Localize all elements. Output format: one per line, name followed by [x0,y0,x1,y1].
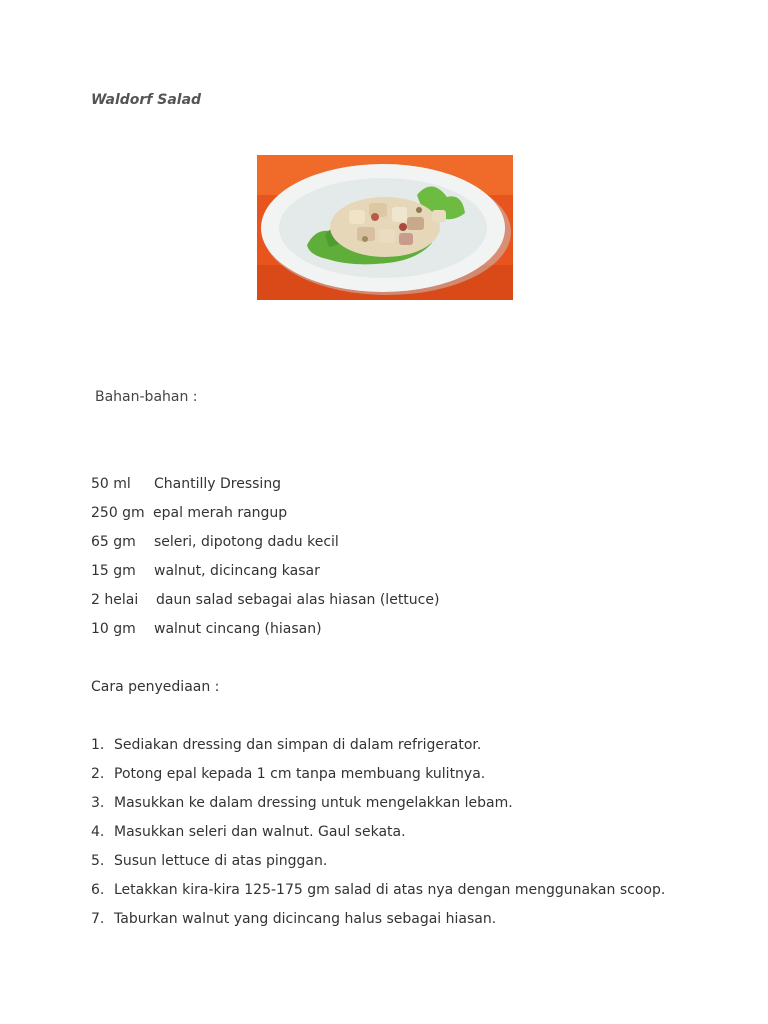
salad-photo [257,155,513,300]
ingredient-item [91,563,320,579]
step-number: 6. [91,882,105,898]
step-text: Sediakan dressing dan simpan di dalam refrigerator. [114,737,482,753]
method-step [91,737,481,753]
ingredient-name: walnut cincang (hiasan) [154,621,322,637]
method-step [91,882,665,898]
step-text: Taburkan walnut yang dicincang halus sebagai hiasan. [114,911,497,927]
ingredient-name: daun salad sebagai alas hiasan (lettuce) [156,592,440,608]
ingredient-name: seleri, dipotong dadu kecil [154,534,339,550]
step-number: 2. [91,766,105,782]
method-step [91,824,406,840]
method-step [91,911,496,927]
ingredient-item [91,505,287,521]
ingredient-qty: 250 gm [91,505,145,521]
step-text: Potong epal kepada 1 cm tanpa membuang kulitnya. [114,766,486,782]
ingredient-item [91,534,339,550]
ingredient-name: walnut, dicincang kasar [154,563,320,579]
method-label: Cara penyediaan : [91,679,220,695]
step-number: 4. [91,824,105,840]
method-step [91,766,485,782]
step-number: 5. [91,853,105,869]
step-text: Letakkan kira-kira 125-175 gm salad di atas nya dengan menggunakan scoop. [114,882,666,898]
method-step [91,795,513,811]
ingredient-qty: 15 gm [91,563,136,579]
ingredient-item [91,476,281,492]
recipe-title: Waldorf Salad [91,92,202,108]
step-number: 1. [91,737,105,753]
ingredient-item [91,621,322,637]
ingredient-qty: 50 ml [91,476,131,492]
ingredient-name: Chantilly Dressing [154,476,282,492]
step-number: 7. [91,911,105,927]
step-number: 3. [91,795,105,811]
ingredients-label: Bahan-bahan : [95,389,198,405]
ingredient-qty: 65 gm [91,534,136,550]
step-text: Masukkan ke dalam dressing untuk mengelakkan lebam. [114,795,513,811]
ingredient-qty: 2 helai [91,592,139,608]
ingredient-name: epal merah rangup [153,505,288,521]
method-step [91,853,327,869]
ingredient-item [91,592,439,608]
step-text: Masukkan seleri dan walnut. Gaul sekata. [114,824,406,840]
ingredient-qty: 10 gm [91,621,136,637]
step-text: Susun lettuce di atas pinggan. [114,853,328,869]
